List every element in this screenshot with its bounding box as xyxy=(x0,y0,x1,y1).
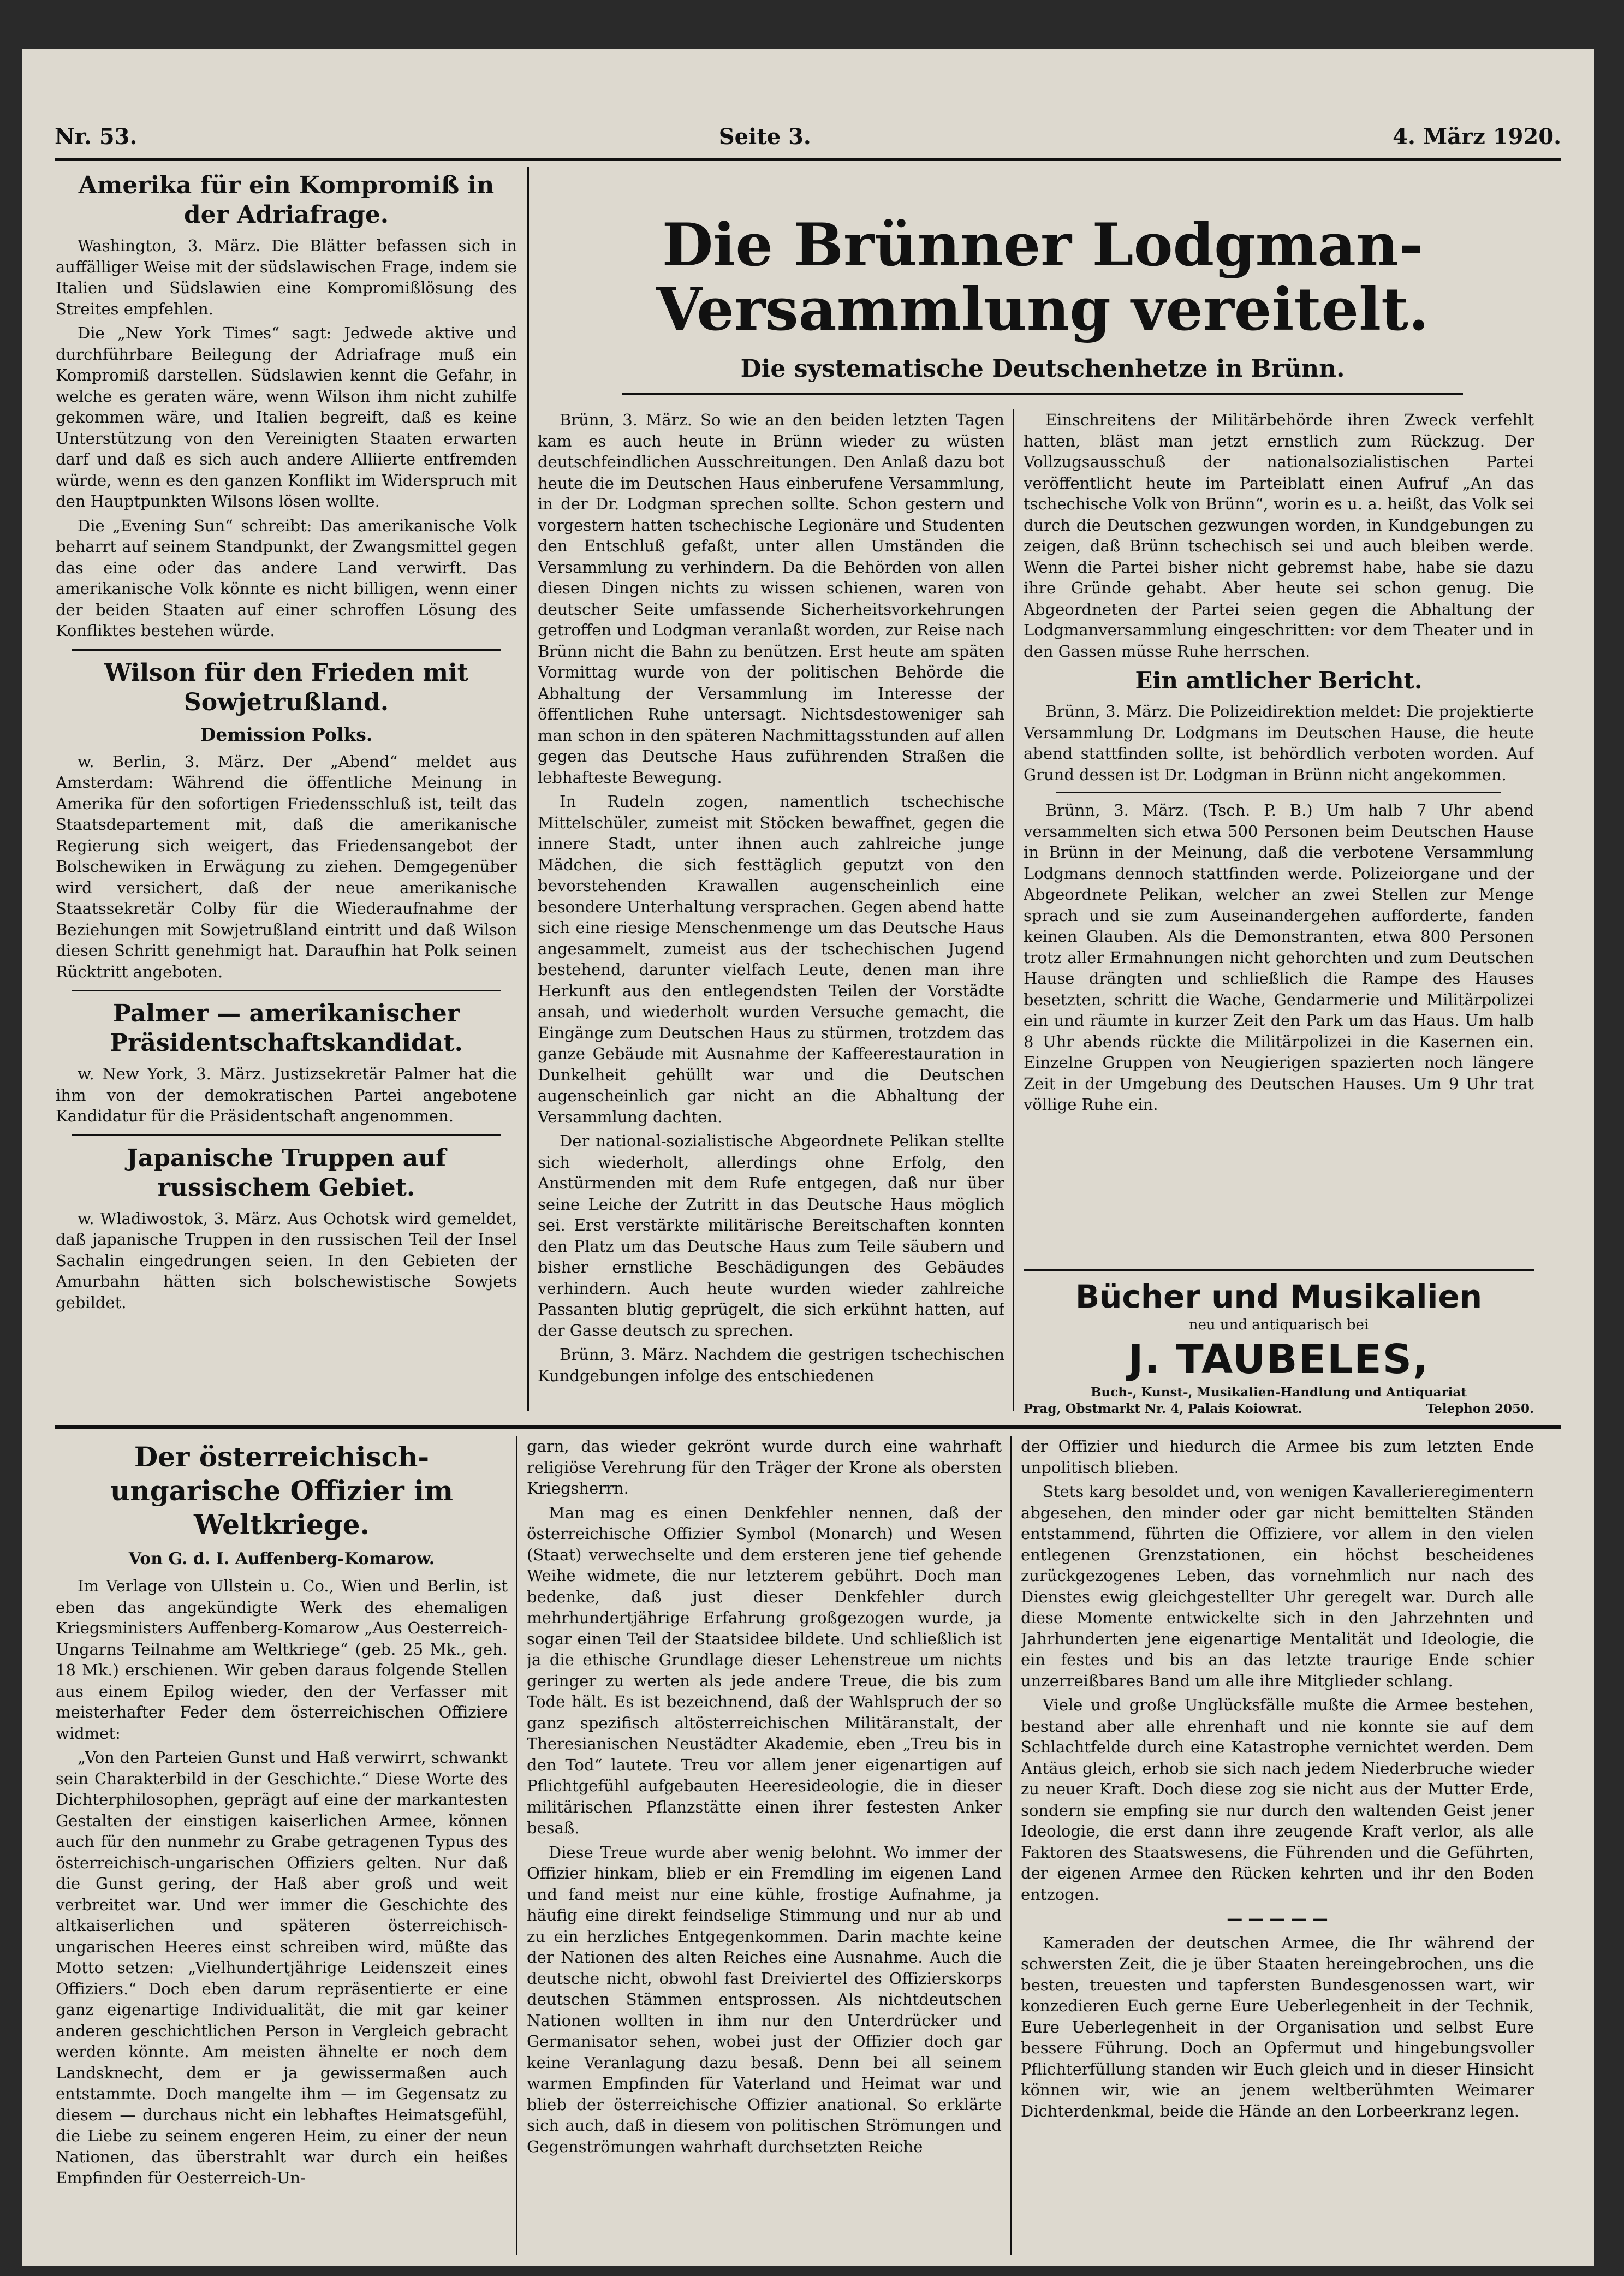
article-paragraph: Man mag es einen Denkfehler nennen, daß der österreichische Offizier Symbol (Monarch) und Wesen (Staat) verwechselte und dem ersteren jene tief gehende Weihe widmete, die nur letzterem gebührt. Doch man bedenke, daß just dieser Denkfehler durch mehrhundertjährige Erfahrung großgezogen wurde, ja sogar einen Teil der Staatsidee bildete. Und schließlich ist ja die ethische Grundlage dieser Lehenstreue um nichts geringer zu werten als jede andere Treue, die bis zum Tode hält. Es ist bezeichnend, daß der Wahlspruch der so ganz spezifisch altösterreichischen Militäranstalt, der Theresianischen Neustädter Akademie, eben „Treu bis in den Tod“ lautete. Treu vor allem jener eigenartigen auf Pflichtgefühl aufgebauten Heeresideologie, die in dieser militärischen Pflanzstätte einen ihrer festesten Anker besaß. xyxy=(527,1503,1002,1837)
column-rule xyxy=(1010,1436,1012,2255)
article-paragraph: Kameraden der deutschen Armee, die Ihr während der schwersten Zeit, die je über Staaten hereingebrochen, uns die besten, treuesten und tapfersten Bundesgenossen wart, wir konzedieren Euch gerne Eure Ueberlegenheit in der Technik, Eure Ueberlegenheit in der Organisation und selbst Eure bessere Führung. Doch an Opfermut und hingebungsvoller Pflichterfüllung standen wir Euch gleich und in dieser Hinsicht können wir, wie an jenem weltberühmten Weimarer Dichterdenkmal, beide die Hände an den Lorbeerkranz legen. xyxy=(1021,1933,1534,2120)
article-paragraph: Die „New York Times“ sagt: Jedwede aktive und durchführbare Beilegung der Adriafrage muß ein Kompromiß darstellen. Südslawien kennt die Gefahr, in welche es geraten wäre, wenn Wilson ihm nicht zuhilfe gekommen wäre, und Italien begreift, daß es keine Unterstützung von den Vereinigten Staaten erwarten darf und daß es sich auch andere Alliierte entfremden würde, wenn es den ganzen Konflikt im Widerspruch mit den Hauptpunkten Wilsons lösen wollte. xyxy=(56,324,517,510)
article-paragraph: w. Wladiwostok, 3. März. Aus Ochotsk wird gemeldet, daß japanische Truppen in den russischen Teil der Insel Sachalin eingedrungen seien. In den Gebieten der Amurbahn hätten sich bolschewistische Sowjets gebildet. xyxy=(56,1209,517,1312)
article-divider xyxy=(1056,792,1501,793)
ad-telephone: Telephon 2050. xyxy=(1426,1401,1534,1416)
main-subheadline: Die systematische Deutschenhetze in Brünn. xyxy=(740,355,1345,383)
headline-adria: Amerika für ein Kompromiß in der Adriafrage. xyxy=(78,171,495,229)
headline-wilson: Wilson für den Frieden mit Sowjetrußland. xyxy=(104,658,468,716)
ad-rule xyxy=(1024,1269,1534,1271)
article-divider xyxy=(72,990,501,991)
feature-headline: Der österreichisch-ungarische Offizier im Weltkriege. xyxy=(110,1441,453,1541)
subheadline-polk: Demission Polks. xyxy=(200,723,373,745)
feature-column-2 xyxy=(527,1436,1002,2255)
section-rule xyxy=(55,1425,1561,1429)
article-paragraph: Brünn, 3. März. (Tsch. P. B.) Um halb 7 Uhr abend versammelten sich etwa 500 Personen beim Deutschen Hause in Brünn in der Meinung, daß die verbotene Versammlung Lodgmans dennoch stattfinden werde. Polizeiorgane und der Abgeordnete Pelikan, welcher an zwei Stellen zur Menge sprach und sie zum Auseinandergehen aufforderte, fanden keinen Glauben. Als die Demonstranten, etwa 800 Personen trotz aller Ermahnungen nicht gehorchten und zum Deutschen Hause drängten und schließlich die Rampe des Hauses besetzten, schritt die Wache, Gendarmerie und Militärpolizei ein und räumte in kurzer Zeit den Park um das Haus. Um halb 8 Uhr abends rückte die Militärpolizei in die Kasernen ein. Einzelne Gruppen von Neugierigen spazierten noch längere Zeit in der Umgebung des Deutschen Hauses. Um 9 Uhr trat völlige Ruhe ein. xyxy=(1024,801,1534,1114)
article-paragraph: Brünn, 3. März. Nachdem die gestrigen tschechischen Kundgebungen infolge des entschiedenen xyxy=(538,1345,1004,1385)
article-paragraph: w. New York, 3. März. Justizsekretär Palmer hat die ihm von der demokratischen Partei angebotene Kandidatur für die Präsidentschaft angenommen. xyxy=(56,1065,517,1125)
article-paragraph: In Rudeln zogen, namentlich tschechische Mittelschüler, zumeist mit Stöcken bewaffnet, gegen die innere Stadt, unter ihnen auch zahlreiche junge Mädchen, die sich festtäglich geputzt von den bevorstehenden Krawallen augenscheinlich eine besondere Unterhaltung versprachen. Gegen abend hatte sich eine riesige Menschenmenge um das Deutsche Haus angesammelt, zumeist aus der tschechischen Jugend bestehend, darunter vielfach Leute, denen man ihre Herkunft aus den entlegendsten Teilen der Vorstädte ansah, und wiederholt wurden Versuche gemacht, die Eingänge zum Deutschen Haus zu stürmen, trotzdem das ganze Gebäude mit Ausnahme der Kaffeerestauration in Dunkelheit gehüllt war und die Deutschen augenscheinlich gar nicht an die Abhaltung der Versammlung dachten. xyxy=(538,792,1004,1126)
subtitle-rule xyxy=(622,393,1463,395)
ad-business-line: Buch-, Kunst-, Musikalien-Handlung und Antiquariat xyxy=(1091,1385,1467,1400)
feature-column-3 xyxy=(1021,1436,1534,2255)
issue-date: 4. März 1920. xyxy=(1393,123,1561,150)
main-column-left xyxy=(538,409,1004,1409)
page-number: Seite 3. xyxy=(718,123,811,150)
article-paragraph: Viele und große Unglücksfälle mußte die Armee bestehen, bestand aber alle ehrenhaft und nie konnte sie auf dem Schlachtfelde durch eine Katastrophe vernichtet werden. Dem Antäus gleich, erhob sie sich nach jedem Niederbruche wieder zu neuer Kraft. Doch diese zog sie nicht aus der Mutter Erde, sondern sie empfing sie nur durch den waltenden Geist jener Ideologie, die erst dann ihre zeugende Kraft verlor, als alle Faktoren des Staatswesens, die Führenden und die Geführten, der eigenen Armee den Rücken kehrten und ihr den Boden entzogen. xyxy=(1021,1696,1534,1904)
column-rule xyxy=(516,1436,517,2255)
header-rule xyxy=(55,158,1561,161)
issue-number: Nr. 53. xyxy=(55,123,138,150)
column-rule xyxy=(1013,409,1014,1411)
feature-column-1 xyxy=(56,1436,508,2255)
article-paragraph: Washington, 3. März. Die Blätter befassen sich in auffälliger Weise mit der südslawischen Frage, indem sie Italien und Südslawien eine Kompromißlösung des Streites empfehlen. xyxy=(56,236,517,318)
article-paragraph: der Offizier und hiedurch die Armee bis zum letzten Ende unpolitisch blieben. xyxy=(1021,1437,1534,1477)
article-paragraph: „Von den Parteien Gunst und Haß verwirrt, schwankt sein Charakterbild in der Geschichte.“ Diese Worte des Dichterphilosophen, geprägt auf eine der markantesten Gestalten der einstigen kaiserlichen Armee, können auch für den nunmehr zu Grabe getragenen Typus des österreichisch-ungarischen Offiziers gelten. Nur daß die Gunst gering, der Haß aber groß und weit verbreitet war. Und wer immer die Geschichte des altkaiserlichen und späteren österreichisch-ungarischen Heeres einst schreiben wird, müßte das Motto setzen: „Vielhundertjährige Leidenszeit eines Offiziers.“ Doch eben darum repräsentierte er eine ganz eigenartige Individualität, die mit gar keiner anderen geschichtlichen Person in Vergleich gebracht werden könnte. Am meisten ähnelte er noch dem Landsknecht, dem er ja gewissermaßen auch entstammte. Doch mangelte ihm — im Gegensatz zu diesem — durchaus nicht ein lebhaftes Heimatsgefühl, die Liebe zu seinem engeren Heim, zu einer der neun Nationen, das überstrahlt war durch ein heißes Empfinden für Oesterreich-Un- xyxy=(56,1748,508,2187)
article-paragraph: Diese Treue wurde aber wenig belohnt. Wo immer der Offizier hinkam, blieb er ein Fremdling im eigenen Land und fand meist nur eine kühle, frostige Aufnahme, ja häufig eine direkt feindselige Stimmung und nur ab und zu ein herzliches Entgegenkommen. Darin machte keine der Nationen des alten Reiches eine Ausnahme. Auch die deutsche nicht, obwohl fast Dreiviertel des Offizierskorps deutschen Stämmen entsprossen. Als nichtdeutschen Nationen wollten in ihm nur den Unterdrücker und Germanisator sehen, wobei just der Offizier doch gar keine Veranlagung dazu besaß. Denn bei all seinem warmen Empfinden für Vaterland und Heimat war und blieb der österreichische Offizier anational. So erklärte sich auch, daß in diesem von politischen Strömungen und Gegenströmungen wahrhaft durchsetzten Reiche xyxy=(527,1843,1002,2156)
page-header xyxy=(55,120,1561,153)
ad-tagline: neu und antiquarisch bei xyxy=(1188,1317,1369,1333)
section-divider: — — — — — xyxy=(1227,1909,1328,1928)
headline-palmer: Palmer — amerikanischer Präsidentschaftskandidat. xyxy=(110,1000,463,1057)
article-paragraph: Stets karg besoldet und, von wenigen Kavallerieregimentern abgesehen, den minder oder gar nicht bemittelten Ständen entstammend, führten die Offiziere, vor allem in den vielen entlegenen Grenzstationen, ein höchst bescheidenes zurückgezogenes Leben, das vornehmlich nur nach des Dienstes ewig gleichgestellter Uhr geregelt war. Durch alle diese Momente entwickelte sich in den Jahrzehnten und Jahrhunderten jene eigenartige Mentalität und Ideologie, die ein festes und bis an das letzte traurige Ende schier unzerreißbares Band um alle ihre Mitglieder schlang. xyxy=(1021,1482,1534,1690)
article-paragraph: Der national-sozialistische Abgeordnete Pelikan stellte sich wiederholt, allerdings ohne Erfolg, den Anstürmenden mit dem Rufe entgegen, daß nur über seine Leiche der Zutritt in das Deutsche Haus möglich sei. Erst verstärkte militärische Bereitschaften konnten den Platz um das Deutsche Haus zum Teile säubern und bisher ernstliche Beschädigungen des Gebäudes verhindern. Auch heute wurden wieder zahlreiche Passanten blutig geprügelt, die sich erkühnt hatten, auf der Gasse deutsch zu sprechen. xyxy=(538,1132,1004,1340)
main-headline: Die Brünner Lodgman-Versammlung vereitelt. xyxy=(656,211,1429,344)
left-column xyxy=(56,167,517,1417)
article-paragraph: Brünn, 3. März. So wie an den beiden letzten Tagen kam es auch heute in Brünn wieder zu wüsten deutschfeindlichen Ausschreitungen. Den Anlaß dazu bot heute die im Deutschen Haus einberufene Versammlung, in der Dr. Lodgman sprechen sollte. Schon gestern und vorgestern hatten tschechische Legionäre und Studenten den Entschluß gefaßt, unter allen Umständen die Versammlung zu verhindern. Da die Behörden von allen diesen Dingen nichts zu wissen schienen, waren von deutscher Seite umfassende Sicherheitsvorkehrungen getroffen und Lodgman veranlaßt worden, zur Reise nach Brünn nicht die Bahn zu benützen. Erst heute am späten Vormittag wurde von der politischen Behörde die Abhaltung der Versammlung im Interesse der öffentlichen Ruhe untersagt. Nichtsdestoweniger sah man schon in den späteren Nachmittagsstunden auf allen gegen das Deutsche Haus zuführenden Straßen die lebhafteste Bewegung. xyxy=(538,411,1004,787)
column-rule xyxy=(527,167,529,1411)
ad-address: Prag, Obstmarkt Nr. 4, Palais Koiowrat. xyxy=(1024,1401,1302,1416)
newspaper-page xyxy=(22,49,1594,2266)
ad-address-row xyxy=(1024,1401,1534,1417)
feature-byline: Von G. d. I. Auffenberg-Komarow. xyxy=(128,1549,435,1568)
article-paragraph: Im Verlage von Ullstein u. Co., Wien und Berlin, ist eben das angekündigte Werk des ehemaligen Kriegsministers Auffenberg-Komarow „Aus Oesterreich-Ungarns Teilnahme am Weltkriege“ (geb. 25 Mk., geh. 18 Mk.) erschienen. Wir geben daraus folgende Stellen aus einem Epilog wieder, den der Verfasser mit meisterhafter Feder dem österreichischen Offiziere widmet: xyxy=(56,1577,508,1743)
bookshop-advertisement xyxy=(1024,1277,1534,1417)
article-divider xyxy=(72,649,501,651)
article-divider xyxy=(72,1134,501,1136)
ad-headline: Bücher und Musikalien xyxy=(1075,1278,1483,1315)
article-paragraph: Brünn, 3. März. Die Polizeidirektion meldet: Die projektierte Versammlung Dr. Lodgmans im Deutschen Hause, die heute abend stattfinden sollte, ist behördlich verboten worden. Auf Grund dessen ist Dr. Lodgman in Brünn nicht angekommen. xyxy=(1024,702,1534,784)
article-paragraph: Die „Evening Sun“ schreibt: Das amerikanische Volk beharrt auf seinem Standpunkt, der Zwangsmittel gegen das eine oder das andere Land verwirft. Das amerikanische Volk könnte es nicht billigen, wenn einer der beiden Staaten auf einer schroffen Lösung des Konfliktes bestehen würde. xyxy=(56,516,517,640)
headline-japan: Japanische Truppen auf russischem Gebiet. xyxy=(126,1144,447,1202)
ad-company-name: J. TAUBELES, xyxy=(1128,1336,1430,1383)
headline-official-report: Ein amtlicher Bericht. xyxy=(1135,667,1423,694)
main-column-right xyxy=(1024,409,1534,1261)
article-paragraph: garn, das wieder gekrönt wurde durch eine wahrhaft religiöse Verehrung für den Träger der Krone als obersten Kriegsherrn. xyxy=(527,1437,1002,1497)
article-paragraph: w. Berlin, 3. März. Der „Abend“ meldet aus Amsterdam: Während die öffentliche Meinung in Amerika für den sofortigen Friedensschluß ist, teilt das Staatsdepartement mit, daß die amerikanische Regierung sich weigert, das Friedensangebot der Bolschewiken in Erwägung zu ziehen. Demgegenüber wird versichert, daß der neue amerikanische Staatssekretär Colby für die Wiederaufnahme der Beziehungen mit Sowjetrußland eintritt und daß Wilson diesen Schritt genehmigt hat. Daraufhin hat Polk seinen Rücktritt angeboten. xyxy=(56,752,517,981)
article-paragraph: Einschreitens der Militärbehörde ihren Zweck verfehlt hatten, bläst man jetzt ernstlich zum Rückzug. Der Vollzugsausschuß der nationalsozialistischen Partei veröffentlicht heute im Parteiblatt einen Aufruf „An das tschechische Volk von Brünn“, worin es u. a. heißt, das Volk sei durch die Deutschen gezwungen worden, in Kundgebungen zu zeigen, daß Brünn tschechisch sei und auch bleiben werde. Wenn die Partei bisher nicht gebremst habe, habe sie dazu ihre Gründe gehabt. Aber heute sei schon genug. Die Abgeordneten der Partei seien gegen die Abhaltung der Lodgmanversammlung eingeschritten: vor dem Theater und in den Gassen müsse Ruhe herrschen. xyxy=(1024,411,1534,661)
